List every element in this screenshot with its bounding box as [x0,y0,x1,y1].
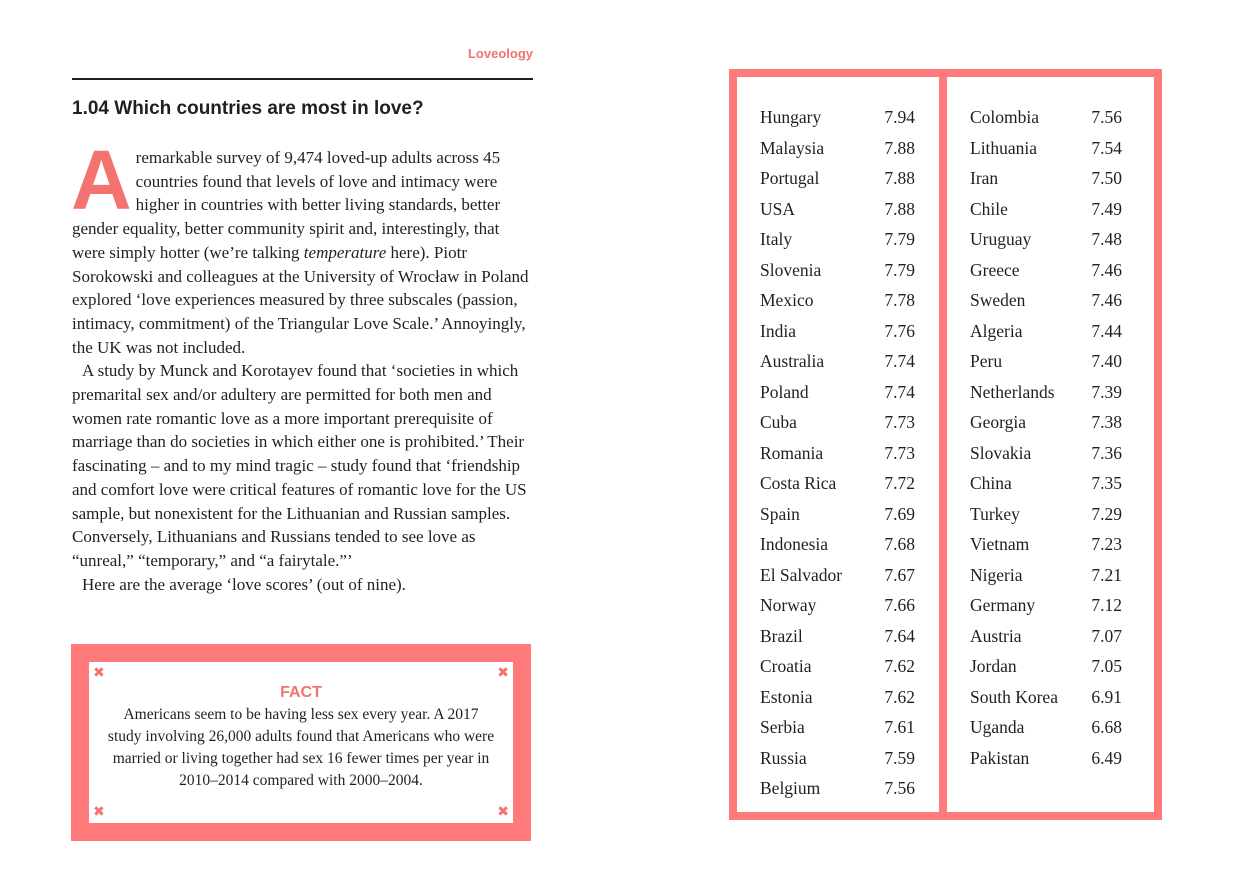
love-score: 7.79 [884,229,915,249]
love-score: 7.07 [1091,625,1122,646]
scores-column-right [947,77,1154,812]
love-score: 7.68 [884,534,915,554]
table-row [947,194,1154,225]
paragraph-1-emphasis: temperature [303,242,387,262]
country-name: Uruguay [970,229,1032,249]
table-row [737,743,939,774]
love-score: 7.36 [1091,442,1122,463]
country-name: Germany [970,595,1036,615]
love-score: 7.66 [884,595,915,615]
love-score: 7.05 [1091,656,1122,676]
table-row [947,682,1154,713]
love-score: 7.54 [1091,137,1122,158]
table-row [737,773,939,804]
country-name: Poland [760,381,809,402]
love-score: 7.74 [884,381,915,402]
table-row [737,377,939,408]
love-score: 7.73 [884,442,915,463]
table-row [947,102,1154,133]
love-score: 7.56 [1091,107,1122,127]
love-score: 7.21 [1091,564,1122,585]
love-score: 7.39 [1091,381,1122,402]
country-name: Chile [970,198,1008,219]
table-row [737,499,939,530]
table-row [947,651,1154,682]
love-score: 7.59 [884,747,915,768]
table-row [737,316,939,347]
country-name: Jordan [970,656,1017,676]
love-score: 7.64 [884,625,915,646]
table-row [737,468,939,499]
header-rule [72,78,533,80]
love-score: 7.78 [884,290,915,310]
table-row [737,346,939,377]
country-name: Slovakia [970,442,1032,463]
love-score: 7.56 [884,778,915,798]
fact-title: FACT [280,684,322,701]
love-score: 7.44 [1091,320,1122,341]
love-score: 7.50 [1091,168,1122,188]
country-name: Cuba [760,412,797,432]
love-score: 7.88 [884,198,915,219]
scores-column-left [737,77,939,812]
cross-icon: ✖ [93,665,105,681]
country-name: Algeria [970,320,1023,341]
country-name: Romania [760,442,824,463]
love-score: 7.88 [884,137,915,158]
table-row [947,468,1154,499]
country-name: El Salvador [760,564,843,585]
table-row [737,255,939,286]
country-name: Turkey [970,503,1020,524]
table-row [947,499,1154,530]
country-name: Mexico [760,290,814,310]
cross-icon: ✖ [93,804,105,820]
country-name: Uganda [970,717,1025,737]
love-score: 7.72 [884,473,915,493]
love-score: 7.73 [884,412,915,432]
love-score: 7.62 [884,656,915,676]
love-score: 7.49 [1091,198,1122,219]
table-row [947,529,1154,560]
paragraph-1 [71,133,534,359]
table-row [947,743,1154,774]
love-score: 7.12 [1091,595,1122,615]
country-name: Russia [760,747,807,768]
table-row [737,285,939,316]
country-name: Estonia [760,686,813,707]
country-name: Colombia [970,107,1040,127]
love-score: 7.88 [884,168,915,188]
table-row [737,682,939,713]
table-row [947,163,1154,194]
country-name: Spain [760,503,800,524]
table-row [737,590,939,621]
table-row [737,163,939,194]
love-score: 7.79 [884,259,915,280]
country-name: Norway [760,595,817,615]
love-score: 7.46 [1091,290,1122,310]
country-name: Indonesia [760,534,829,554]
table-row [947,560,1154,591]
country-name: Iran [970,168,999,188]
body-text [71,133,534,596]
love-score: 7.38 [1091,412,1122,432]
love-score: 7.67 [884,564,915,585]
table-row [947,255,1154,286]
table-row [737,102,939,133]
country-name: Pakistan [970,747,1030,768]
love-score: 7.40 [1091,351,1122,371]
paragraph-1-text: remarkable survey of 9,474 loved-up adults across 45 countries found that levels of love and intimacy were higher in countries with better living standards, better gender equality, better community spirit and, interestingly, that were simply hotter (we’re talking [72,148,501,262]
country-name: Lithuania [970,137,1038,158]
table-row [737,712,939,743]
love-score: 7.23 [1091,534,1122,554]
section-title: 1.04 Which countries are most in love? [72,98,424,119]
table-row [737,407,939,438]
fact-box-inner [89,662,513,823]
love-score: 7.76 [884,320,915,341]
table-row [947,621,1154,652]
table-row [737,224,939,255]
paragraph-3: Here are the average ‘love scores’ (out of nine). [82,574,406,594]
country-name: Greece [970,259,1020,280]
country-name: Portugal [760,168,820,188]
table-row [947,316,1154,347]
country-name: Nigeria [970,564,1023,585]
table-row [737,651,939,682]
country-name: Italy [760,229,793,249]
country-name: Netherlands [970,381,1055,402]
table-row [737,133,939,164]
country-name: South Korea [970,686,1058,707]
love-score: 7.69 [884,503,915,524]
table-row [947,346,1154,377]
country-name: Belgium [760,778,821,798]
running-head: Loveology [467,46,533,61]
paragraph-2: A study by Munck and Korotayev found that ‘societies in which premarital sex and/or adultery are permitted for both men and women rate romantic love as a more important prerequisite of marriage than do societies in which either one is prohibited.’ Their fascinating – and to my mind tragic – study found that ‘friendship and comfort love were critical features of romantic love for the US sample, but nonexistent for the Lithuanian and Russian samples. Conversely, Lithuanians and Russians tended to see love as “unreal,” “temporary,” and “a fairytale.”’ [72,361,527,570]
paragraph-1-text-end: here). Piotr Sorokowski and colleagues at the University of Wrocław in Poland explored ‘love experiences measured by three subscales (passion, intimacy, commitment) of the Triangular Love Scale.’ Annoyingly, the UK was not included. [72,242,529,357]
table-row [947,590,1154,621]
country-name: Sweden [970,290,1026,310]
love-score: 7.29 [1091,503,1122,524]
country-name: USA [760,198,796,219]
country-name: Hungary [760,107,822,127]
table-row [737,621,939,652]
love-score: 7.35 [1091,473,1122,493]
table-row [737,194,939,225]
table-row [947,224,1154,255]
love-score: 7.48 [1091,229,1122,249]
cross-icon: ✖ [497,804,509,820]
country-name: Vietnam [970,534,1030,554]
country-name: Brazil [760,625,803,646]
country-name: Australia [760,351,825,371]
table-row [947,377,1154,408]
love-score: 6.49 [1091,747,1122,768]
table-row [947,407,1154,438]
table-row [947,285,1154,316]
table-row [947,438,1154,469]
fact-text: Americans seem to be having less sex every year. A 2017 study involving 26,000 adults found that Americans who were married or living together had sex 16 fewer times per year in 2010–2014 compared with 2000–2004. [107,706,495,789]
love-score: 6.68 [1091,717,1122,737]
country-name: India [760,320,796,341]
country-name: Peru [970,351,1003,371]
love-score: 7.46 [1091,259,1122,280]
love-score: 6.91 [1091,686,1122,707]
table-row [947,712,1154,743]
country-name: China [970,473,1012,493]
love-score: 7.74 [884,351,915,371]
country-name: Austria [970,625,1022,646]
country-name: Serbia [760,717,805,737]
country-name: Costa Rica [760,473,837,493]
cross-icon: ✖ [497,665,509,681]
table-row [737,529,939,560]
country-name: Malaysia [760,137,825,158]
table-row [737,438,939,469]
drop-cap: A [71,133,132,227]
love-scores-table [729,69,1162,820]
love-score: 7.94 [884,107,915,127]
table-row [947,133,1154,164]
fact-box [71,644,531,841]
love-score: 7.62 [884,686,915,707]
love-score: 7.61 [884,717,915,737]
table-row [737,560,939,591]
country-name: Georgia [970,412,1027,432]
country-name: Slovenia [760,259,822,280]
country-name: Croatia [760,656,812,676]
